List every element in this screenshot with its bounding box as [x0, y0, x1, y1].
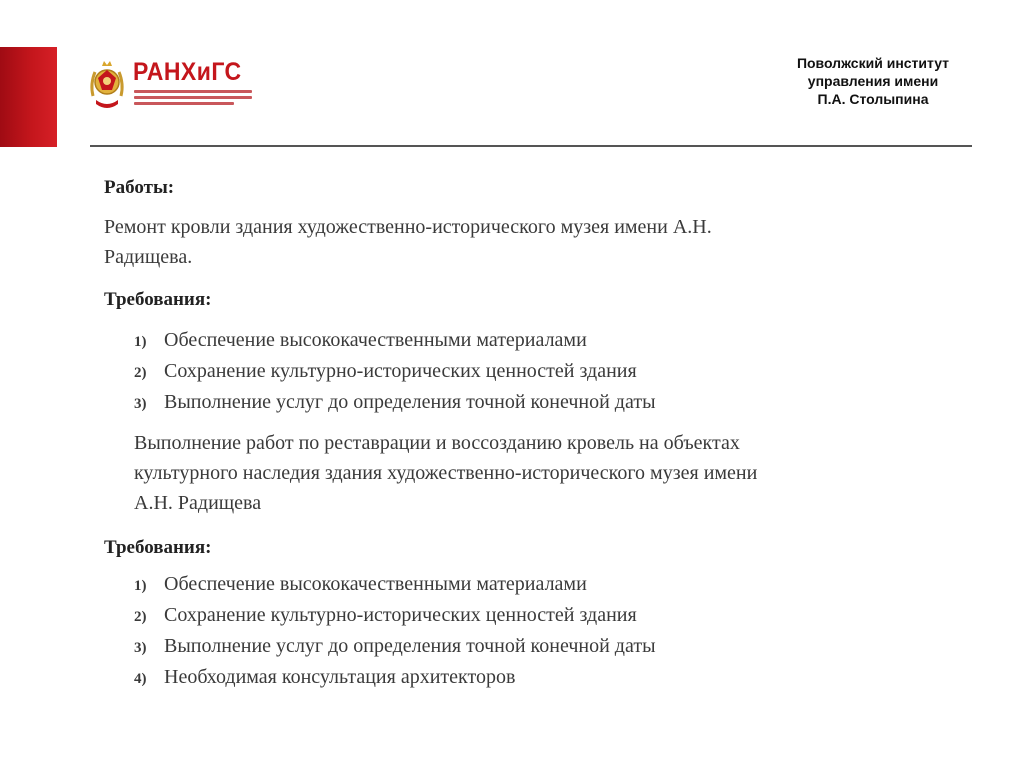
list-item-number: 4)	[134, 671, 147, 687]
institute-line: Поволжский институт	[796, 55, 950, 71]
list-item-number: 2)	[134, 609, 147, 625]
list-item	[134, 663, 656, 694]
works-text-line: Радищева.	[104, 246, 193, 268]
list-item-number: 3)	[134, 640, 147, 656]
list-item-text: Обеспечение высококачественными материалами	[164, 573, 587, 595]
institute-name	[760, 54, 986, 108]
list-item	[134, 632, 656, 663]
works-2-text-line: Выполнение работ по реставрации и воссозданию кровель на объектах	[134, 432, 740, 454]
requirements-list	[134, 326, 656, 419]
list-item-text: Обеспечение высококачественными материалами	[164, 329, 587, 351]
list-item	[134, 357, 656, 388]
works-text-line: Ремонт кровли здания художественно-исторического музея имени А.Н.	[104, 216, 712, 238]
logo-subtitle-line	[134, 96, 252, 99]
list-item-number: 3)	[134, 396, 147, 412]
list-item-number: 1)	[134, 334, 147, 350]
list-item-text: Сохранение культурно-исторических ценностей здания	[164, 604, 637, 626]
eagle-emblem-icon	[88, 56, 126, 112]
list-item	[134, 326, 656, 357]
works-heading: Работы:	[104, 177, 175, 198]
logo-subtitle-line	[134, 90, 252, 93]
list-item	[134, 388, 656, 419]
logo-subtitle-line	[134, 102, 234, 105]
list-item-number: 1)	[134, 578, 147, 594]
list-item-text: Сохранение культурно-исторических ценностей здания	[164, 360, 637, 382]
list-item-text: Необходимая консультация архитекторов	[164, 666, 516, 688]
works-2-text-line: А.Н. Радищева	[134, 492, 262, 514]
requirements-heading: Требования:	[104, 537, 212, 558]
institute-line: П.А. Столыпина	[817, 91, 929, 107]
requirements-heading: Требования:	[104, 289, 212, 310]
list-item-number: 2)	[134, 365, 147, 381]
list-item-text: Выполнение услуг до определения точной конечной даты	[164, 635, 656, 657]
red-accent-bar	[0, 47, 57, 147]
list-item-text: Выполнение услуг до определения точной конечной даты	[164, 391, 656, 413]
list-item	[134, 570, 656, 601]
works-2-text-line: культурного наследия здания художественно-исторического музея имени	[134, 462, 758, 484]
institute-line: управления имени	[807, 73, 939, 89]
header-divider	[90, 145, 972, 147]
list-item	[134, 601, 656, 632]
requirements-list	[134, 570, 656, 694]
logo-title: РАНХиГС	[133, 58, 242, 86]
ranepa-logo	[88, 56, 248, 112]
